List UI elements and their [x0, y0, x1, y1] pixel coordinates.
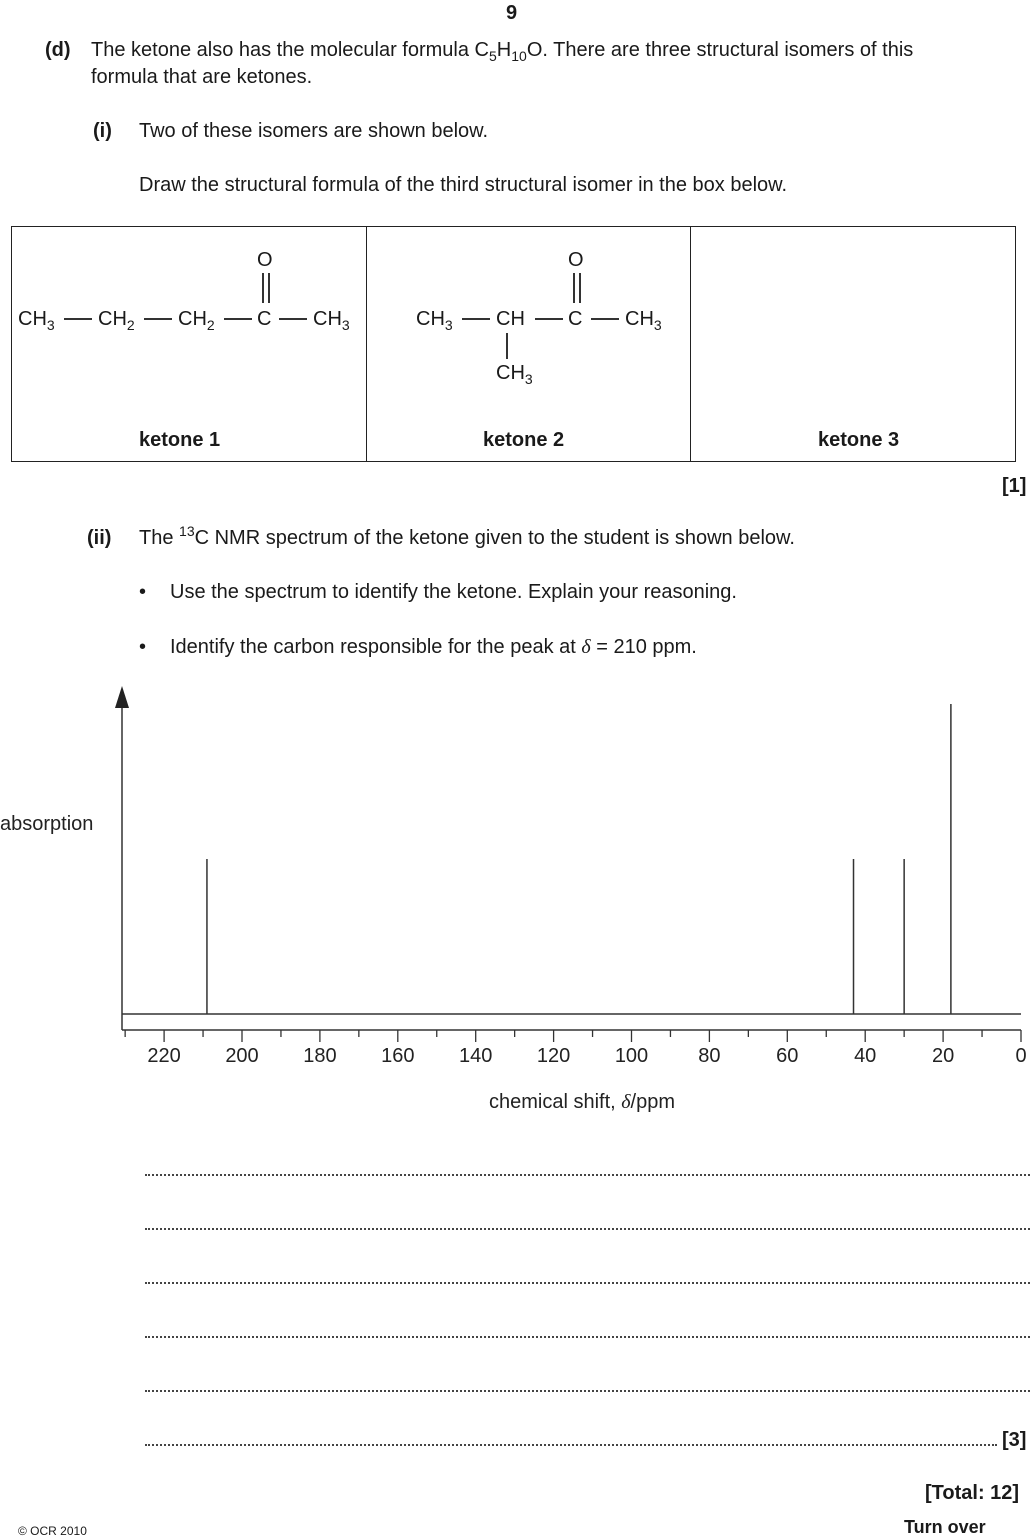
tick-label: 180: [303, 1045, 337, 1067]
bullet-marker: •: [139, 636, 147, 658]
oxygen-atom: O: [568, 249, 584, 271]
table-divider: [366, 227, 367, 461]
chart-axes: [115, 686, 1021, 1030]
group-text: CH: [178, 308, 207, 330]
question-text-part: H: [496, 39, 512, 61]
question-text-part: The ketone also has the molecular formula C: [91, 39, 489, 61]
text-part: = 210 ppm.: [590, 636, 697, 658]
answer-line[interactable]: [145, 1156, 1030, 1176]
ketone-3-label: ketone 3: [818, 429, 900, 451]
carbonyl-carbon: C: [257, 308, 272, 330]
carbon-group: [313, 308, 350, 331]
turn-over-footer: Turn over: [904, 1517, 986, 1537]
isotope-superscript: 13: [179, 523, 195, 539]
carbon-group: [18, 308, 55, 331]
question-text: [91, 39, 913, 62]
spectrum-peaks: [207, 704, 951, 1014]
text-part: The: [139, 527, 180, 549]
part-ii-text: [139, 523, 795, 550]
double-bond: [262, 273, 264, 303]
marks-i: [1]: [1002, 475, 1027, 497]
single-bond: [462, 318, 490, 320]
ketone-2-label: ketone 2: [483, 429, 565, 451]
double-bond: [268, 273, 270, 303]
y-axis-arrowhead: [115, 686, 129, 708]
group-text: CH: [313, 308, 342, 330]
formula-subscript: 5: [488, 48, 497, 64]
tick-label: 120: [536, 1045, 571, 1067]
question-text-part: O. There are three structural isomers of this: [526, 39, 914, 61]
tick-label: 160: [381, 1045, 415, 1067]
tick-label: 200: [225, 1045, 259, 1067]
carbon-group: [178, 308, 215, 331]
x-label-part: /ppm: [630, 1091, 676, 1113]
text-part: C NMR spectrum of the ketone given to the student is shown below.: [194, 527, 795, 549]
x-axis-ticks: [125, 1030, 1026, 1067]
answer-line[interactable]: [145, 1264, 1030, 1284]
carbon-group: [625, 308, 662, 331]
group-subscript: 3: [444, 317, 453, 333]
branch-group: [496, 362, 533, 385]
single-bond: [64, 318, 92, 320]
x-label-part: chemical shift,: [488, 1091, 622, 1113]
single-bond: [224, 318, 252, 320]
answer-line[interactable]: [145, 1210, 1030, 1230]
group-subscript: 3: [524, 371, 533, 387]
bullet-marker: •: [139, 581, 147, 603]
part-ii-label: (ii): [87, 527, 112, 549]
double-bond: [579, 273, 581, 303]
tick-label: 0: [1015, 1045, 1027, 1067]
part-i-text: Two of these isomers are shown below.: [139, 120, 489, 142]
group-subscript: 2: [206, 317, 215, 333]
table-divider: [690, 227, 691, 461]
group-text: CH: [98, 308, 127, 330]
tick-label: 140: [459, 1045, 493, 1067]
tick-label: 100: [614, 1045, 649, 1067]
oxygen-atom: O: [257, 249, 273, 271]
tick-label: 80: [698, 1045, 721, 1067]
single-bond: [535, 318, 563, 320]
group-text: CH: [18, 308, 47, 330]
branch-bond: [506, 333, 508, 359]
answer-line[interactable]: [145, 1318, 1030, 1338]
question-label: (d): [45, 39, 71, 61]
delta-symbol: δ: [581, 636, 591, 658]
carbonyl-carbon: C: [568, 308, 583, 330]
page-number: 9: [506, 2, 518, 24]
carbon-group: [416, 308, 453, 331]
nmr-spectrum-chart: [0, 680, 1030, 1130]
ketone-3-answer-box[interactable]: [692, 228, 1014, 418]
single-bond: [144, 318, 172, 320]
ch-group: CH: [496, 308, 525, 330]
y-axis-label: absorption: [0, 813, 94, 835]
bullet-2-text: [170, 636, 697, 659]
text-part: Identify the carbon responsible for the peak at: [170, 636, 582, 658]
answer-line[interactable]: [145, 1426, 997, 1446]
marks-ii: [3]: [1002, 1429, 1027, 1451]
question-text-line2: formula that are ketones.: [91, 66, 313, 88]
part-i-instruction: Draw the structural formula of the third structural isomer in the box below.: [139, 174, 788, 196]
x-label-delta: δ: [621, 1091, 631, 1113]
tick-label: 40: [854, 1045, 877, 1067]
total-marks: [Total: 12]: [925, 1482, 1020, 1504]
carbon-group: [98, 308, 135, 331]
group-subscript: 2: [126, 317, 135, 333]
single-bond: [279, 318, 307, 320]
group-subscript: 3: [341, 317, 350, 333]
group-subscript: 3: [653, 317, 662, 333]
part-i-label: (i): [93, 120, 112, 142]
group-text: CH: [496, 362, 525, 384]
ketone-1-label: ketone 1: [139, 429, 221, 451]
tick-label: 220: [147, 1045, 181, 1067]
group-text: CH: [416, 308, 445, 330]
tick-label: 60: [776, 1045, 799, 1067]
tick-label: 20: [931, 1045, 955, 1067]
single-bond: [591, 318, 619, 320]
answer-line[interactable]: [145, 1372, 1030, 1392]
group-subscript: 3: [46, 317, 55, 333]
x-axis-label: [489, 1091, 675, 1113]
bullet-1-text: Use the spectrum to identify the ketone. Explain your reasoning.: [170, 581, 737, 603]
copyright-footer: © OCR 2010: [18, 1524, 87, 1538]
formula-subscript: 10: [511, 48, 527, 64]
double-bond: [573, 273, 575, 303]
group-text: CH: [625, 308, 654, 330]
